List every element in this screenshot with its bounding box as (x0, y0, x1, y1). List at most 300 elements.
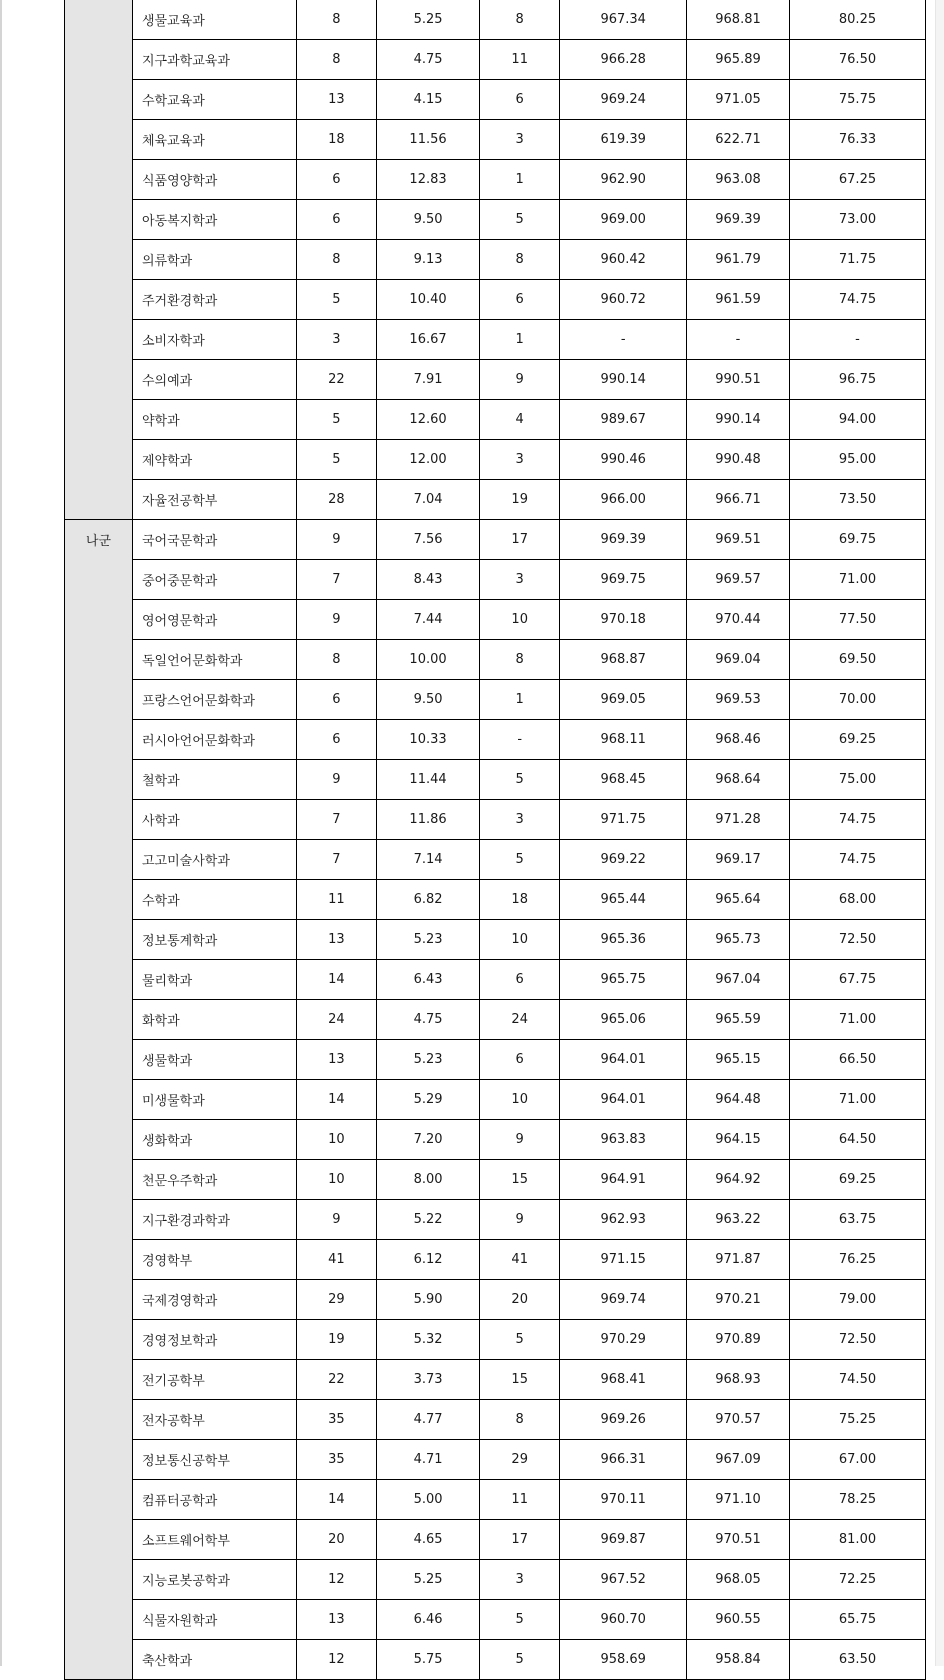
competition-ratio-cell: 4.65 (377, 1520, 480, 1560)
quota-cell: 13 (296, 1600, 376, 1640)
competition-ratio-cell: 5.29 (377, 1080, 480, 1120)
competition-ratio-cell: 7.04 (377, 480, 480, 520)
additional-admits-cell: 9 (480, 1200, 560, 1240)
quota-cell: 9 (296, 520, 376, 560)
competition-ratio-cell: 5.25 (377, 1560, 480, 1600)
department-name-cell: 생물교육과 (132, 0, 296, 40)
quota-cell: 14 (296, 1080, 376, 1120)
table-row (65, 1200, 926, 1240)
competition-ratio-cell: 6.12 (377, 1240, 480, 1280)
quota-cell: 8 (296, 40, 376, 80)
converted-score-cell: 67.00 (790, 1440, 926, 1480)
quota-cell: 35 (296, 1400, 376, 1440)
average-score-cell: 970.29 (560, 1320, 687, 1360)
department-name-cell: 수의예과 (132, 360, 296, 400)
cutoff-score-cell: 968.05 (687, 1560, 790, 1600)
average-score-cell: 990.14 (560, 360, 687, 400)
quota-cell: 7 (296, 840, 376, 880)
department-name-cell: 지구환경과학과 (132, 1200, 296, 1240)
additional-admits-cell: 6 (480, 960, 560, 1000)
additional-admits-cell: 5 (480, 1320, 560, 1360)
additional-admits-cell: 5 (480, 200, 560, 240)
converted-score-cell: 75.00 (790, 760, 926, 800)
additional-admits-cell: 10 (480, 600, 560, 640)
quota-cell: 9 (296, 600, 376, 640)
quota-cell: 14 (296, 1480, 376, 1520)
converted-score-cell: 69.50 (790, 640, 926, 680)
converted-score-cell: 69.25 (790, 1160, 926, 1200)
converted-score-cell: 96.75 (790, 360, 926, 400)
average-score-cell: 965.36 (560, 920, 687, 960)
department-name-cell: 천문우주학과 (132, 1160, 296, 1200)
cutoff-score-cell: 971.10 (687, 1480, 790, 1520)
table-row (65, 1320, 926, 1360)
quota-cell: 13 (296, 1040, 376, 1080)
table-row (65, 1080, 926, 1120)
table-row (65, 800, 926, 840)
average-score-cell: 968.87 (560, 640, 687, 680)
quota-cell: 12 (296, 1560, 376, 1600)
department-name-cell: 경영학부 (132, 1240, 296, 1280)
average-score-cell: 965.75 (560, 960, 687, 1000)
additional-admits-cell: 9 (480, 360, 560, 400)
competition-ratio-cell: 4.71 (377, 1440, 480, 1480)
cutoff-score-cell: 968.81 (687, 0, 790, 40)
department-name-cell: 소프트웨어학부 (132, 1520, 296, 1560)
cutoff-score-cell: 969.04 (687, 640, 790, 680)
additional-admits-cell: 3 (480, 120, 560, 160)
department-name-cell: 식품영양학과 (132, 160, 296, 200)
converted-score-cell: 71.00 (790, 1000, 926, 1040)
department-name-cell: 축산학과 (132, 1640, 296, 1680)
competition-ratio-cell: 7.44 (377, 600, 480, 640)
group-label-cell: 나군 (65, 520, 133, 1680)
department-name-cell: 철학과 (132, 760, 296, 800)
cutoff-score-cell: 965.89 (687, 40, 790, 80)
average-score-cell: 971.75 (560, 800, 687, 840)
additional-admits-cell: 8 (480, 0, 560, 40)
table-row (65, 1440, 926, 1480)
converted-score-cell: 74.75 (790, 840, 926, 880)
average-score-cell: 962.93 (560, 1200, 687, 1240)
cutoff-score-cell: 622.71 (687, 120, 790, 160)
additional-admits-cell: 15 (480, 1360, 560, 1400)
department-name-cell: 소비자학과 (132, 320, 296, 360)
quota-cell: 8 (296, 640, 376, 680)
additional-admits-cell: 5 (480, 1640, 560, 1680)
cutoff-score-cell: 958.84 (687, 1640, 790, 1680)
table-row (65, 1120, 926, 1160)
average-score-cell: 964.01 (560, 1040, 687, 1080)
average-score-cell: 965.44 (560, 880, 687, 920)
competition-ratio-cell: 5.00 (377, 1480, 480, 1520)
cutoff-score-cell: 964.92 (687, 1160, 790, 1200)
table-body (65, 0, 926, 1680)
quota-cell: 6 (296, 680, 376, 720)
converted-score-cell: 73.50 (790, 480, 926, 520)
table-row (65, 880, 926, 920)
converted-score-cell: 72.25 (790, 1560, 926, 1600)
average-score-cell: 964.91 (560, 1160, 687, 1200)
cutoff-score-cell: 961.59 (687, 280, 790, 320)
cutoff-score-cell: 965.64 (687, 880, 790, 920)
additional-admits-cell: 5 (480, 1600, 560, 1640)
converted-score-cell: 67.25 (790, 160, 926, 200)
converted-score-cell: 74.50 (790, 1360, 926, 1400)
converted-score-cell: 78.25 (790, 1480, 926, 1520)
competition-ratio-cell: 12.60 (377, 400, 480, 440)
competition-ratio-cell: 6.46 (377, 1600, 480, 1640)
additional-admits-cell: 11 (480, 1480, 560, 1520)
additional-admits-cell: 3 (480, 560, 560, 600)
table-row (65, 840, 926, 880)
department-name-cell: 중어중문학과 (132, 560, 296, 600)
average-score-cell: 966.00 (560, 480, 687, 520)
competition-ratio-cell: 4.15 (377, 80, 480, 120)
cutoff-score-cell: 968.93 (687, 1360, 790, 1400)
quota-cell: 29 (296, 1280, 376, 1320)
additional-admits-cell: 3 (480, 800, 560, 840)
cutoff-score-cell: 967.09 (687, 1440, 790, 1480)
department-name-cell: 의류학과 (132, 240, 296, 280)
cutoff-score-cell: 970.89 (687, 1320, 790, 1360)
cutoff-score-cell: 969.39 (687, 200, 790, 240)
table-row (65, 80, 926, 120)
competition-ratio-cell: 4.77 (377, 1400, 480, 1440)
average-score-cell: 968.11 (560, 720, 687, 760)
quota-cell: 11 (296, 880, 376, 920)
quota-cell: 5 (296, 440, 376, 480)
competition-ratio-cell: 10.00 (377, 640, 480, 680)
department-name-cell: 수학교육과 (132, 80, 296, 120)
cutoff-score-cell: 965.73 (687, 920, 790, 960)
converted-score-cell: 69.75 (790, 520, 926, 560)
converted-score-cell: 68.00 (790, 880, 926, 920)
department-name-cell: 사학과 (132, 800, 296, 840)
competition-ratio-cell: 12.00 (377, 440, 480, 480)
department-name-cell: 화학과 (132, 1000, 296, 1040)
quota-cell: 41 (296, 1240, 376, 1280)
department-name-cell: 주거환경학과 (132, 280, 296, 320)
quota-cell: 6 (296, 200, 376, 240)
table-row (65, 1160, 926, 1200)
cutoff-score-cell: 990.48 (687, 440, 790, 480)
converted-score-cell: 73.00 (790, 200, 926, 240)
table-row (65, 320, 926, 360)
competition-ratio-cell: 10.33 (377, 720, 480, 760)
table-row (65, 960, 926, 1000)
converted-score-cell: 70.00 (790, 680, 926, 720)
cutoff-score-cell: 969.51 (687, 520, 790, 560)
quota-cell: 19 (296, 1320, 376, 1360)
table-row (65, 400, 926, 440)
table-row (65, 720, 926, 760)
quota-cell: 10 (296, 1160, 376, 1200)
quota-cell: 9 (296, 760, 376, 800)
average-score-cell: 964.01 (560, 1080, 687, 1120)
additional-admits-cell: 3 (480, 1560, 560, 1600)
department-name-cell: 국제경영학과 (132, 1280, 296, 1320)
table-row (65, 240, 926, 280)
table-row (65, 1520, 926, 1560)
cutoff-score-cell: 968.64 (687, 760, 790, 800)
competition-ratio-cell: 5.22 (377, 1200, 480, 1240)
department-name-cell: 지능로봇공학과 (132, 1560, 296, 1600)
department-name-cell: 지구과학교육과 (132, 40, 296, 80)
additional-admits-cell: 10 (480, 920, 560, 960)
additional-admits-cell: 29 (480, 1440, 560, 1480)
department-name-cell: 정보통신공학부 (132, 1440, 296, 1480)
competition-ratio-cell: 5.25 (377, 0, 480, 40)
average-score-cell: 989.67 (560, 400, 687, 440)
additional-admits-cell: 8 (480, 640, 560, 680)
converted-score-cell: 65.75 (790, 1600, 926, 1640)
quota-cell: 24 (296, 1000, 376, 1040)
additional-admits-cell: - (480, 720, 560, 760)
cutoff-score-cell: 968.46 (687, 720, 790, 760)
converted-score-cell: 76.50 (790, 40, 926, 80)
department-name-cell: 국어국문학과 (132, 520, 296, 560)
converted-score-cell: 79.00 (790, 1280, 926, 1320)
average-score-cell: 969.22 (560, 840, 687, 880)
competition-ratio-cell: 6.82 (377, 880, 480, 920)
competition-ratio-cell: 16.67 (377, 320, 480, 360)
table-row (65, 680, 926, 720)
cutoff-score-cell: 971.87 (687, 1240, 790, 1280)
department-name-cell: 전자공학부 (132, 1400, 296, 1440)
quota-cell: 8 (296, 240, 376, 280)
additional-admits-cell: 1 (480, 680, 560, 720)
cutoff-score-cell: 963.08 (687, 160, 790, 200)
competition-ratio-cell: 7.91 (377, 360, 480, 400)
quota-cell: 9 (296, 1200, 376, 1240)
quota-cell: 3 (296, 320, 376, 360)
average-score-cell: 960.42 (560, 240, 687, 280)
table-row (65, 120, 926, 160)
average-score-cell: 967.52 (560, 1560, 687, 1600)
cutoff-score-cell: 961.79 (687, 240, 790, 280)
additional-admits-cell: 20 (480, 1280, 560, 1320)
converted-score-cell: 94.00 (790, 400, 926, 440)
table-row (65, 1560, 926, 1600)
competition-ratio-cell: 3.73 (377, 1360, 480, 1400)
competition-ratio-cell: 11.56 (377, 120, 480, 160)
table-row (65, 280, 926, 320)
additional-admits-cell: 5 (480, 840, 560, 880)
competition-ratio-cell: 5.23 (377, 920, 480, 960)
average-score-cell: 969.00 (560, 200, 687, 240)
cutoff-score-cell: 990.14 (687, 400, 790, 440)
average-score-cell: 969.39 (560, 520, 687, 560)
competition-ratio-cell: 12.83 (377, 160, 480, 200)
department-name-cell: 생물학과 (132, 1040, 296, 1080)
additional-admits-cell: 17 (480, 1520, 560, 1560)
converted-score-cell: 66.50 (790, 1040, 926, 1080)
converted-score-cell: 81.00 (790, 1520, 926, 1560)
table-row (65, 40, 926, 80)
table-row (65, 600, 926, 640)
quota-cell: 35 (296, 1440, 376, 1480)
table-row (65, 1000, 926, 1040)
converted-score-cell: 76.25 (790, 1240, 926, 1280)
department-name-cell: 아동복지학과 (132, 200, 296, 240)
competition-ratio-cell: 5.32 (377, 1320, 480, 1360)
table-row (65, 920, 926, 960)
quota-cell: 14 (296, 960, 376, 1000)
competition-ratio-cell: 4.75 (377, 40, 480, 80)
converted-score-cell: 72.50 (790, 920, 926, 960)
average-score-cell: 970.18 (560, 600, 687, 640)
quota-cell: 18 (296, 120, 376, 160)
table-row (65, 1240, 926, 1280)
quota-cell: 7 (296, 800, 376, 840)
table-row (65, 760, 926, 800)
converted-score-cell: 63.50 (790, 1640, 926, 1680)
cutoff-score-cell: 970.57 (687, 1400, 790, 1440)
converted-score-cell: 71.00 (790, 560, 926, 600)
average-score-cell: 966.31 (560, 1440, 687, 1480)
department-name-cell: 생화학과 (132, 1120, 296, 1160)
quota-cell: 6 (296, 160, 376, 200)
converted-score-cell: 74.75 (790, 800, 926, 840)
cutoff-score-cell: 970.51 (687, 1520, 790, 1560)
table-row (65, 1600, 926, 1640)
table-row (65, 200, 926, 240)
competition-ratio-cell: 4.75 (377, 1000, 480, 1040)
additional-admits-cell: 6 (480, 280, 560, 320)
cutoff-score-cell: 966.71 (687, 480, 790, 520)
competition-ratio-cell: 11.44 (377, 760, 480, 800)
quota-cell: 13 (296, 920, 376, 960)
average-score-cell: 969.75 (560, 560, 687, 600)
table-row (65, 440, 926, 480)
group-label-cell (65, 0, 133, 520)
table-row (65, 1360, 926, 1400)
department-name-cell: 물리학과 (132, 960, 296, 1000)
converted-score-cell: 77.50 (790, 600, 926, 640)
competition-ratio-cell: 5.90 (377, 1280, 480, 1320)
department-name-cell: 제약학과 (132, 440, 296, 480)
table-row (65, 1480, 926, 1520)
average-score-cell: 969.05 (560, 680, 687, 720)
department-name-cell: 수학과 (132, 880, 296, 920)
table-row (65, 560, 926, 600)
cutoff-score-cell: 990.51 (687, 360, 790, 400)
department-name-cell: 체육교육과 (132, 120, 296, 160)
cutoff-score-cell: 967.04 (687, 960, 790, 1000)
table-row (65, 640, 926, 680)
average-score-cell: 963.83 (560, 1120, 687, 1160)
average-score-cell: 969.26 (560, 1400, 687, 1440)
quota-cell: 7 (296, 560, 376, 600)
average-score-cell: 958.69 (560, 1640, 687, 1680)
competition-ratio-cell: 7.56 (377, 520, 480, 560)
average-score-cell: 966.28 (560, 40, 687, 80)
competition-ratio-cell: 7.20 (377, 1120, 480, 1160)
additional-admits-cell: 6 (480, 80, 560, 120)
competition-ratio-cell: 9.13 (377, 240, 480, 280)
converted-score-cell: 69.25 (790, 720, 926, 760)
department-name-cell: 러시아언어문화학과 (132, 720, 296, 760)
converted-score-cell: 71.00 (790, 1080, 926, 1120)
admissions-results-table (64, 0, 926, 1680)
cutoff-score-cell: 965.15 (687, 1040, 790, 1080)
department-name-cell: 정보통계학과 (132, 920, 296, 960)
department-name-cell: 전기공학부 (132, 1360, 296, 1400)
competition-ratio-cell: 8.43 (377, 560, 480, 600)
additional-admits-cell: 4 (480, 400, 560, 440)
converted-score-cell: 72.50 (790, 1320, 926, 1360)
vertical-scrollbar[interactable] (935, 0, 944, 1666)
converted-score-cell: 74.75 (790, 280, 926, 320)
table-row (65, 0, 926, 40)
additional-admits-cell: 15 (480, 1160, 560, 1200)
average-score-cell: 619.39 (560, 120, 687, 160)
quota-cell: 28 (296, 480, 376, 520)
table-row (65, 1280, 926, 1320)
department-name-cell: 경영정보학과 (132, 1320, 296, 1360)
quota-cell: 6 (296, 720, 376, 760)
table-row (65, 520, 926, 560)
cutoff-score-cell: 964.15 (687, 1120, 790, 1160)
average-score-cell: 970.11 (560, 1480, 687, 1520)
cutoff-score-cell: 969.53 (687, 680, 790, 720)
additional-admits-cell: 1 (480, 320, 560, 360)
cutoff-score-cell: 969.17 (687, 840, 790, 880)
converted-score-cell: - (790, 320, 926, 360)
competition-ratio-cell: 9.50 (377, 200, 480, 240)
table-row (65, 1040, 926, 1080)
competition-ratio-cell: 5.23 (377, 1040, 480, 1080)
table-row (65, 1640, 926, 1680)
quota-cell: 5 (296, 280, 376, 320)
quota-cell: 5 (296, 400, 376, 440)
page-left-border (0, 0, 2, 1666)
quota-cell: 22 (296, 360, 376, 400)
cutoff-score-cell: 970.21 (687, 1280, 790, 1320)
quota-cell: 13 (296, 80, 376, 120)
converted-score-cell: 67.75 (790, 960, 926, 1000)
additional-admits-cell: 24 (480, 1000, 560, 1040)
average-score-cell: 968.45 (560, 760, 687, 800)
competition-ratio-cell: 10.40 (377, 280, 480, 320)
converted-score-cell: 63.75 (790, 1200, 926, 1240)
department-name-cell: 영어영문학과 (132, 600, 296, 640)
converted-score-cell: 75.25 (790, 1400, 926, 1440)
average-score-cell: 971.15 (560, 1240, 687, 1280)
average-score-cell: 968.41 (560, 1360, 687, 1400)
additional-admits-cell: 3 (480, 440, 560, 480)
converted-score-cell: 76.33 (790, 120, 926, 160)
competition-ratio-cell: 6.43 (377, 960, 480, 1000)
average-score-cell: 967.34 (560, 0, 687, 40)
department-name-cell: 컴퓨터공학과 (132, 1480, 296, 1520)
average-score-cell: - (560, 320, 687, 360)
table-row (65, 160, 926, 200)
cutoff-score-cell: 969.57 (687, 560, 790, 600)
additional-admits-cell: 11 (480, 40, 560, 80)
average-score-cell: 990.46 (560, 440, 687, 480)
average-score-cell: 969.74 (560, 1280, 687, 1320)
cutoff-score-cell: - (687, 320, 790, 360)
cutoff-score-cell: 971.05 (687, 80, 790, 120)
competition-ratio-cell: 7.14 (377, 840, 480, 880)
converted-score-cell: 71.75 (790, 240, 926, 280)
quota-cell: 22 (296, 1360, 376, 1400)
converted-score-cell: 75.75 (790, 80, 926, 120)
additional-admits-cell: 8 (480, 240, 560, 280)
additional-admits-cell: 8 (480, 1400, 560, 1440)
